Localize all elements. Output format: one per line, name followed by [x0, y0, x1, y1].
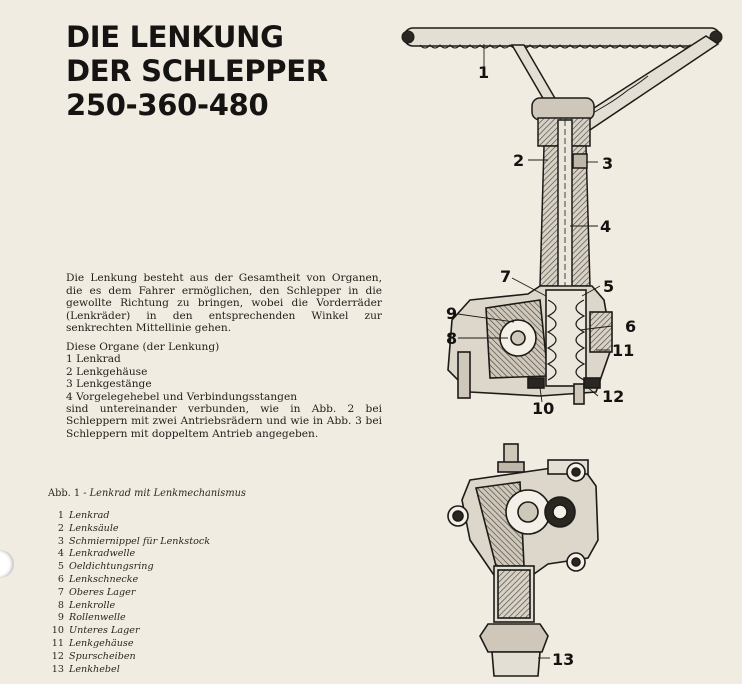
legend-label: Lenksäule: [69, 522, 119, 534]
organs-heading: Diese Organe (der Lenkung): [66, 341, 220, 353]
legend-label: Rollenwelle: [69, 612, 126, 624]
callout-9: 9: [446, 304, 458, 323]
legend-number: 7: [57, 586, 64, 598]
legend-number: 12: [51, 650, 64, 662]
callout-10: 10: [532, 399, 555, 418]
caption-prefix: Abb. 1 -: [48, 488, 87, 499]
legend-number: 13: [51, 663, 64, 675]
organs-item: 2 Lenkgehäuse: [66, 365, 148, 378]
callout-1: 1: [478, 63, 490, 82]
legend-label: Lenkrolle: [69, 599, 116, 611]
steering-gear-housing: [448, 286, 612, 404]
title-line-1: DIE LENKUNG: [66, 20, 284, 54]
caption-text: Lenkrad mit Lenkmechanismus: [89, 488, 246, 499]
organs-item: 1 Lenkrad: [66, 353, 121, 366]
callout-3: 3: [602, 154, 614, 173]
legend-number: 5: [57, 561, 64, 573]
legend-label: Lenkradwelle: [69, 548, 136, 560]
organs-item: 3 Lenkgestänge: [66, 378, 152, 391]
legend-label: Spurscheiben: [69, 650, 136, 662]
legend-label: Schmiernippel für Lenkstock: [69, 535, 211, 547]
legend-number: 9: [57, 612, 64, 624]
legend-label: Lenkgehäuse: [69, 637, 134, 649]
legend-label: Oberes Lager: [69, 586, 136, 598]
intro-paragraph: Die Lenkung besteht aus der Gesamtheit von Organen, die es dem Fahrer ermöglichen, den Schlepper in die gewollte Richtung zu bringen, wobei die Vorderräder (Lenkräder) in den entsprechenden Winkel zur senkrechten Mittellinie gehen.: [66, 272, 382, 335]
legend-label: Unteres Lager: [69, 625, 140, 637]
callout-13: 13: [552, 650, 575, 669]
legend-number: 11: [51, 637, 64, 649]
lower-gear-housing: [448, 444, 598, 676]
organs-closing-text: sind untereinander verbunden, wie in Abb. 2 bei Schleppern mit zwei Antriebsrädern und wie in Abb. 3 bei Schleppern mit doppeltem Antrieb angegeben.: [66, 403, 382, 440]
steering-column: [540, 120, 590, 290]
legend-number: 1: [57, 510, 64, 521]
title-line-2: DER SCHLEPPER: [66, 54, 328, 88]
callout-5: 5: [603, 277, 615, 296]
legend-number: 3: [57, 535, 64, 547]
title-line-3: 250-360-480: [66, 88, 269, 122]
legend-number: 10: [51, 625, 64, 637]
callout-4: 4: [600, 217, 612, 236]
callout-11: 11: [612, 341, 635, 360]
organs-item: 4 Vorgelegehebel und Verbindungsstangen: [66, 390, 298, 403]
callout-7: 7: [500, 267, 512, 286]
callout-6: 6: [625, 317, 637, 336]
callout-12: 12: [602, 387, 625, 406]
legend-label: Lenkrad: [69, 510, 110, 521]
callout-2: 2: [513, 151, 525, 170]
legend-label: Lenkschnecke: [69, 573, 139, 585]
legend-label: Oeldichtungsring: [69, 561, 154, 573]
steering-wheel-rim: [402, 28, 722, 48]
legend-number: 2: [57, 522, 64, 534]
callout-8: 8: [446, 329, 458, 348]
legend-number: 6: [57, 573, 64, 585]
legend-label: Lenkhebel: [69, 663, 120, 675]
legend-number: 4: [57, 548, 64, 560]
legend-number: 8: [57, 599, 64, 611]
